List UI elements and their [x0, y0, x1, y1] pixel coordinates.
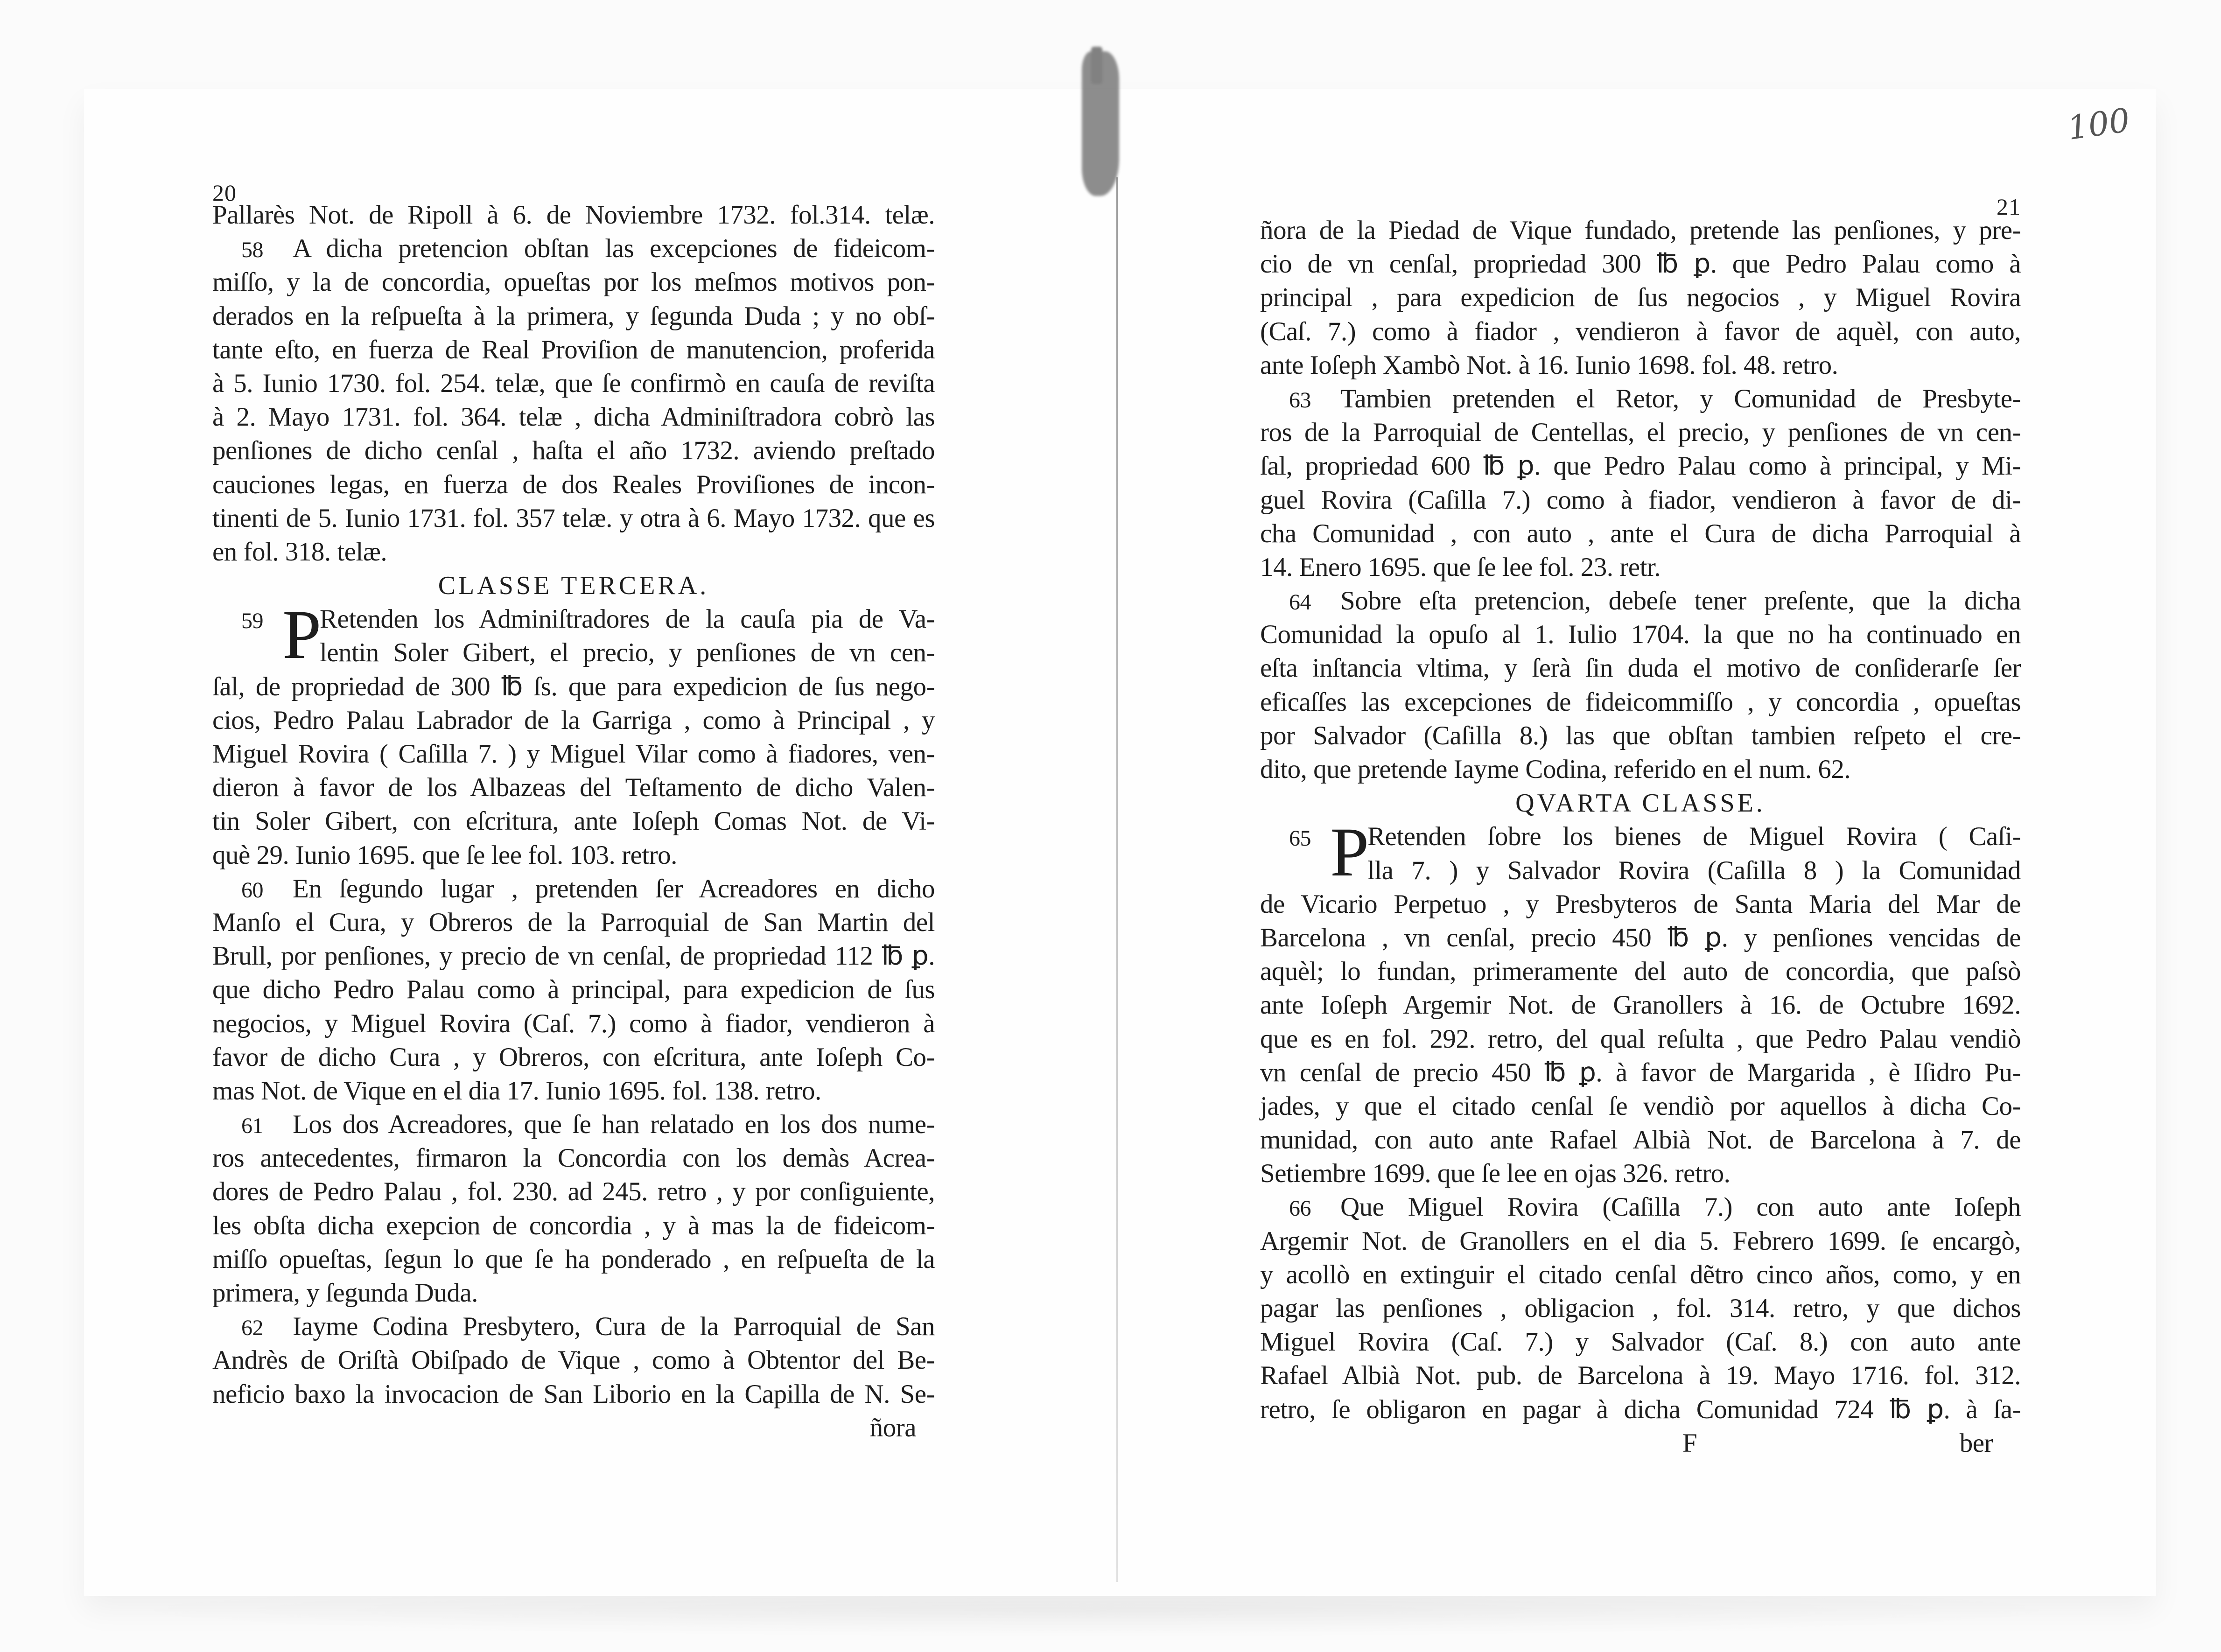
paragraph-number: 58	[241, 238, 263, 263]
text-line: penſiones de dicho cenſal , haſta el año 1732. aviendo preſtado	[212, 436, 935, 466]
catchword: ñora	[869, 1413, 916, 1442]
ink-stain	[1082, 51, 1119, 196]
text-line: cha Comunidad , con auto , ante el Cura de dicha Parroquial à	[1260, 518, 2021, 548]
text-line: dores de Pedro Palau , fol. 230. ad 245. retro , y por conſiguiente,	[212, 1177, 935, 1207]
section-heading: CLASSE TERCERA.	[438, 571, 709, 601]
text-line: mas Not. de Vique en el dia 17. Iunio 1695. fol. 138. retro.	[212, 1076, 821, 1106]
text-line: Pallarès Not. de Ripoll à 6. de Noviembre 1732. fol.314. telæ.	[212, 200, 935, 230]
text-line: miſſo opueſtas, ſegun lo que ſe ha ponderado , en reſpueſta de la	[212, 1244, 935, 1274]
paragraph-65: 65 P Retenden ſobre los bienes de Miguel Rovira ( Caſi-	[1289, 813, 2021, 891]
text-line: retro, ſe obligaron en pagar à dicha Comunidad 724 ℔ ꝑ. à ſa-	[1260, 1394, 2021, 1424]
paragraph-number: 59	[241, 609, 263, 634]
page-footer	[1260, 1427, 2021, 1460]
text-line: Manſo el Cura, y Obreros de la Parroquial de San Martin del	[212, 907, 935, 937]
paragraph-66: 66 Que Miguel Rovira (Caſilla 7.) con auto ante Ioſeph	[1260, 1190, 2021, 1224]
catchword: ber	[1959, 1428, 1993, 1458]
text-line: negocios, y Miguel Rovira (Caſ. 7.) como à fiador, vendieron à	[212, 1008, 935, 1038]
paragraph-64: 64 Sobre eſta pretencion, debeſe tener preſente, que la dicha	[1260, 584, 2021, 618]
text-line: ros antecedentes, firmaron la Concordia con los demàs Acrea-	[212, 1143, 935, 1173]
page-number: 21	[1997, 194, 2021, 220]
text-line: cios, Pedro Palau Labrador de la Garriga , como à Principal , y	[212, 705, 935, 735]
text-line: (Caſ. 7.) como à fiador , vendieron à favor de aquèl, con auto,	[1260, 316, 2021, 346]
text-line: Brull, por penſiones, y precio de vn cenſal, de propriedad 112 ℔ ꝑ.	[212, 941, 935, 971]
text-line: à 2. Mayo 1731. fol. 364. telæ , dicha Adminiſtradora cobrò las	[212, 402, 935, 432]
text-line: cauciones legas, en fuerza de dos Reales Proviſiones de incon-	[212, 469, 935, 499]
text-line: principal , para expedicion de ſus negocios , y Miguel Rovira	[1260, 283, 2021, 313]
text-line: guel Rovira (Caſilla 7.) como à fiador, vendieron à favor de di-	[1260, 485, 2021, 515]
text-line: primera, y ſegunda Duda.	[212, 1278, 478, 1308]
text-line: munidad, con auto ante Rafael Albià Not. de Barcelona à 7. de	[1260, 1125, 2021, 1155]
text-line: Miguel Rovira (Caſ. 7.) y Salvador (Caſ. 8.) con auto ante	[1260, 1327, 2021, 1357]
text-line: vn cenſal de precio 450 ℔ ꝑ. à favor de Margarida , è Iſidro Pu-	[1260, 1057, 2021, 1087]
drop-cap: P	[1330, 813, 1369, 891]
handwritten-folio-number: 100	[2065, 101, 2132, 147]
signature-mark: F	[1682, 1428, 1697, 1458]
text-line: aquèl; lo fundan, primeramente del auto de concordia, que paſsò	[1260, 957, 2021, 987]
paragraph-number: 65	[1289, 826, 1311, 851]
text-line: miſſo, y la de concordia, opueſtas por los meſmos motivos pon-	[212, 267, 935, 297]
text-line: jades, y que el citado cenſal ſe vendiò por aquellos à dicha Co-	[1260, 1091, 2021, 1121]
text-line: pagar las penſiones , obligacion , fol. 314. retro, y que dichos	[1260, 1294, 2021, 1323]
paragraph-number: 62	[241, 1316, 263, 1341]
text-line: que es en fol. 292. retro, del qual reſulta , que Pedro Palau vendiò	[1260, 1024, 2021, 1054]
text-line: derados en la reſpueſta à la primera, y ſegunda Duda ; y no obſ-	[212, 301, 935, 331]
text-line: en fol. 318. telæ.	[212, 537, 387, 567]
text-line: ros de la Parroquial de Centellas, el precio, y penſiones de vn cen-	[1260, 418, 2021, 448]
text-line: favor de dicho Cura , y Obreros, con eſcritura, ante Ioſeph Co-	[212, 1042, 935, 1072]
text-line: ſal, de propriedad de 300 ℔ ſs. que para expedicion de ſus nego-	[212, 672, 935, 701]
paragraph-59: 59 P Retenden los Adminiſtradores de la cauſa pia de Va-	[241, 596, 935, 674]
text-line: tante eſto, en fuerza de Real Proviſion de manutencion, proferida	[212, 335, 935, 364]
text-line: por Salvador (Caſilla 8.) las que obſtan tambien reſpeto el cre-	[1260, 721, 2021, 750]
text-line: de Vicario Perpetuo , y Presbyteros de Santa Maria del Mar de	[1260, 889, 2021, 919]
text-line: Argemir Not. de Granollers en el dia 5. Febrero 1699. ſe encargò,	[1260, 1226, 2021, 1256]
book-gutter	[1116, 177, 1118, 1582]
text-line: y acollò en extinguir el citado cenſal dẽtro cinco años, como, y en	[1260, 1260, 2021, 1289]
text-line: les obſta dicha exepcion de concordia , y à mas la de fideicom-	[212, 1211, 935, 1240]
text-line: Miguel Rovira ( Caſilla 7. ) y Miguel Vilar como à fiadores, ven-	[212, 739, 935, 769]
text-line: tinenti de 5. Iunio 1731. fol. 357 telæ. y otra à 6. Mayo 1732. que es	[212, 503, 935, 533]
text-line: ñora de la Piedad de Vique fundado, pretende las penſiones, y pre-	[1260, 216, 2021, 245]
text-line: què 29. Iunio 1695. que ſe lee fol. 103. retro.	[212, 840, 677, 870]
right-page-body	[1260, 214, 2021, 1460]
text-line: ante Ioſeph Xambò Not. à 16. Iunio 1698. fol. 48. retro.	[1260, 350, 1838, 380]
text-line: 14. Enero 1695. que ſe lee fol. 23. retr.	[1260, 552, 1660, 582]
paragraph-number: 60	[241, 877, 263, 903]
left-page-body	[212, 198, 935, 1445]
text-line: Rafael Albià Not. pub. de Barcelona à 19. Mayo 1716. fol. 312.	[1260, 1361, 2021, 1391]
text-line: dito, que pretende Iayme Codina, referido en el num. 62.	[1260, 755, 1851, 784]
drop-cap: P	[282, 596, 321, 674]
paragraph-61: 61 Los dos Acreadores, que ſe han relatado en los dos nume-	[212, 1108, 935, 1141]
paragraph-number: 61	[241, 1113, 263, 1139]
text-line: ante Ioſeph Argemir Not. de Granollers à 16. de Octubre 1692.	[1260, 990, 2021, 1020]
paragraph-number: 63	[1289, 387, 1311, 413]
text-line: Comunidad la opuſo al 1. Iulio 1704. la que no ha continuado en	[1260, 620, 2021, 650]
text-line: lentin Soler Gibert, el precio, y penſiones de vn cen-	[320, 638, 935, 668]
paragraph-58: 58 A dicha pretencion obſtan las excepciones de fideicom-	[212, 232, 935, 266]
paragraph-number: 64	[1289, 590, 1311, 615]
text-line: eſta inſtancia vltima, y ſerà ſin duda el motivo de conſiderarſe ſer	[1260, 653, 2021, 683]
text-line: que dicho Pedro Palau como à principal, para expedicion de ſus	[212, 975, 935, 1005]
text-line: Setiembre 1699. que ſe lee en ojas 326. retro.	[1260, 1159, 1731, 1189]
paragraph-60: 60 En ſegundo lugar , pretenden ſer Acreadores en dicho	[212, 872, 935, 906]
text-line: dieron à favor de los Albazeas del Teſtamento de dicho Valen-	[212, 773, 935, 803]
text-line: lla 7. ) y Salvador Rovira (Caſilla 8 ) la Comunidad	[1367, 855, 2021, 885]
section-heading: QVARTA CLASSE.	[1515, 789, 1766, 818]
text-line: à 5. Iunio 1730. fol. 254. telæ, que ſe confirmò en cauſa de reviſta	[212, 368, 935, 398]
text-line: eficaſſes las excepciones de fideicommiſſo , y concordia , opueſtas	[1260, 687, 2021, 717]
paragraph-63: 63 Tambien pretenden el Retor, y Comunidad de Presbyte-	[1260, 382, 2021, 416]
page-number: 20	[212, 180, 237, 206]
text-line: cio de vn cenſal, propriedad 300 ℔ ꝑ. que Pedro Palau como à	[1260, 249, 2021, 279]
paragraph-number: 66	[1289, 1196, 1311, 1221]
text-line: tin Soler Gibert, con eſcritura, ante Ioſeph Comas Not. de Vi-	[212, 806, 935, 836]
text-line: Andrès de Oriſtà Obiſpado de Vique , como à Obtentor del Be-	[212, 1345, 935, 1375]
text-line: ſal, propriedad 600 ℔ ꝑ. que Pedro Palau como à principal, y Mi-	[1260, 451, 2021, 481]
paragraph-62: 62 Iayme Codina Presbytero, Cura de la Parroquial de San	[212, 1310, 935, 1344]
text-line: neficio baxo la invocacion de San Liborio en la Capilla de N. Se-	[212, 1379, 935, 1409]
text-line: Barcelona , vn cenſal, precio 450 ℔ ꝑ. y penſiones vencidas de	[1260, 923, 2021, 952]
